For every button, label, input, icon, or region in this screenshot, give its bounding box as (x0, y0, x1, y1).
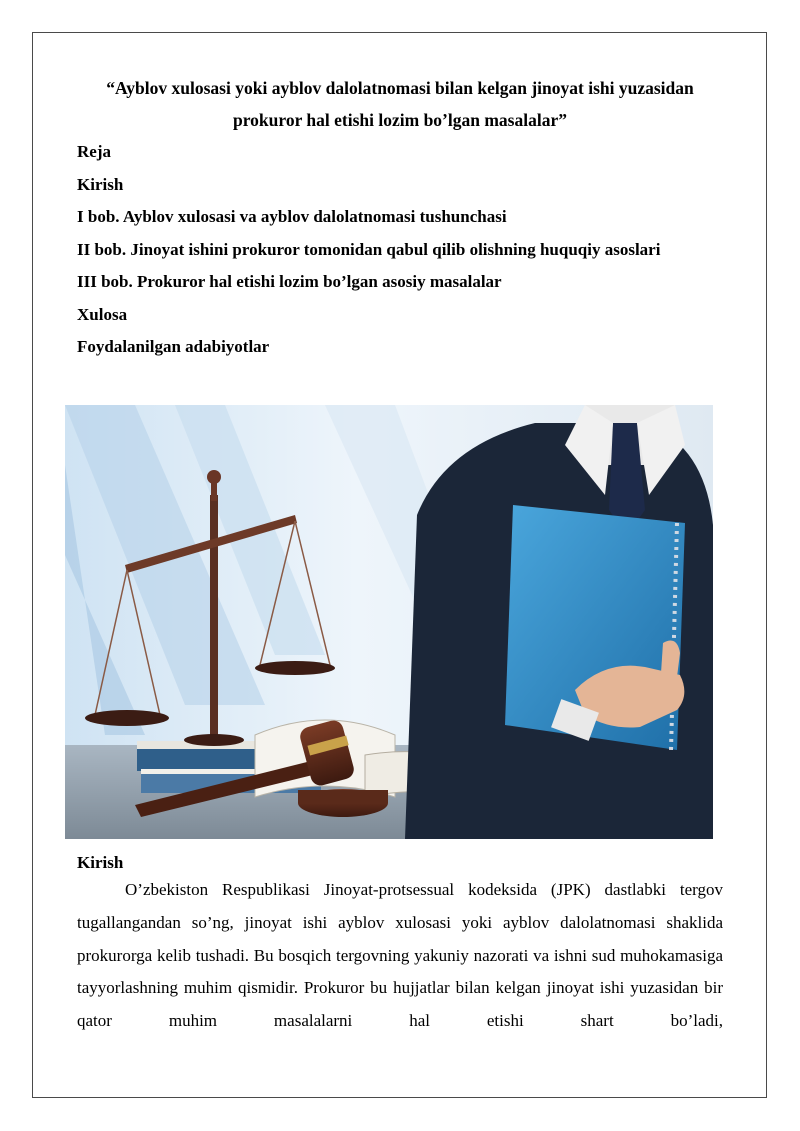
document-header (77, 72, 723, 364)
toc-item: Reja (77, 142, 111, 161)
toc-item: III bob. Prokuror hal etishi lozim bo’lgan asosiy masalalar (77, 272, 502, 291)
section-heading: Kirish (77, 853, 124, 872)
body-paragraph: O’zbekiston Respublikasi Jinoyat-protsessual kodeksida (JPK) dastlabki tergov tugallangandan so’ng, jinoyat ishi ayblov xulosasi yoki ayblov dalolatnomasi shaklida prokurorga kelib tushadi. Bu bosqich tergovning yakuniy nazorati va ishni sud muhokamasiga tayyorlashning muhim qismidir. Prokuror bu hujjatlar bilan kelgan jinoyat ishi yuzasidan bir qator muhim masalalarni hal etishi shart bo’ladi, (77, 880, 723, 1031)
toc-item: II bob. Jinoyat ishini prokuror tomonidan qabul qilib olishning huquqiy asoslari (77, 239, 661, 259)
illustration (65, 405, 713, 839)
table-of-contents (77, 136, 723, 364)
toc-item: Kirish (77, 174, 124, 194)
businessman-image (405, 405, 713, 839)
toc-item: Xulosa (77, 304, 128, 324)
toc-item: I bob. Ayblov xulosasi va ayblov dalolatnomasi tushunchasi (77, 207, 507, 226)
document-title: “Ayblov xulosasi yoki ayblov dalolatnomasi bilan kelgan jinoyat ishi yuzasidan prokuror hal etishi lozim bo’lgan masalalar” (106, 78, 694, 130)
toc-item: Foydalanilgan adabiyotlar (77, 337, 270, 356)
